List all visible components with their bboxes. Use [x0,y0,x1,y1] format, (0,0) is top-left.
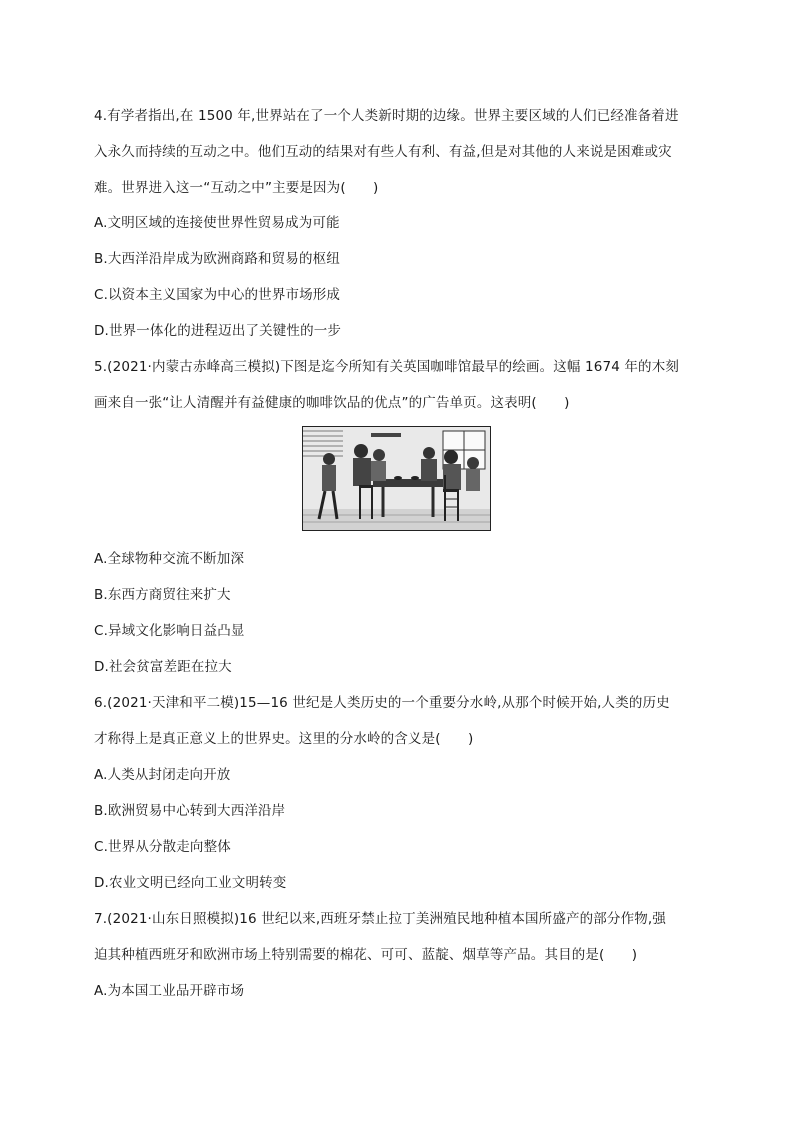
question-6-stem-line-2: 才称得上是真正意义上的世界史。这里的分水岭的含义是( ) [94,731,474,747]
coffeehouse-woodcut-image [302,426,491,531]
question-4-option-b: B.大西洋沿岸成为欧洲商路和贸易的枢纽 [94,251,340,267]
question-5-option-d: D.社会贫富差距在拉大 [94,659,232,675]
question-4-stem-line-3: 难。世界进入这一“互动之中”主要是因为( ) [94,180,379,196]
question-6-option-a: A.人类从封闭走向开放 [94,767,231,783]
question-4-stem-line-2: 入永久而持续的互动之中。他们互动的结果对有些人有利、有益,但是对其他的人来说是困难或灾 [94,144,672,160]
question-7-option-a: A.为本国工业品开辟市场 [94,983,245,999]
question-4-option-c: C.以资本主义国家为中心的世界市场形成 [94,287,341,303]
question-5-option-a: A.全球物种交流不断加深 [94,551,245,567]
question-6-stem-line-1: 6.(2021·天津和平二模)15—16 世纪是人类历史的一个重要分水岭,从那个时候开始,人类的历史 [94,695,670,711]
question-4-stem-line-1: 4.有学者指出,在 1500 年,世界站在了一个人类新时期的边缘。世界主要区域的人们已经准备着进 [94,108,679,124]
question-5-stem-line-1: 5.(2021·内蒙古赤峰高三模拟)下图是迄今所知有关英国咖啡馆最早的绘画。这幅 1674 年的木刻 [94,359,679,375]
question-7-stem-line-1: 7.(2021·山东日照模拟)16 世纪以来,西班牙禁止拉丁美洲殖民地种植本国所盛产的部分作物,强 [94,911,666,927]
question-4-option-d: D.世界一体化的进程迈出了关键性的一步 [94,323,342,339]
question-5-option-b: B.东西方商贸往来扩大 [94,587,231,603]
question-6-option-d: D.农业文明已经向工业文明转变 [94,875,287,891]
question-7-stem-line-2: 迫其种植西班牙和欧洲市场上特别需要的棉花、可可、蓝靛、烟草等产品。其目的是( ) [94,947,638,963]
question-5-option-c: C.异域文化影响日益凸显 [94,623,245,639]
question-6-option-b: B.欧洲贸易中心转到大西洋沿岸 [94,803,286,819]
question-6-option-c: C.世界从分散走向整体 [94,839,231,855]
question-4-option-a: A.文明区域的连接使世界性贸易成为可能 [94,215,340,231]
question-5-stem-line-2: 画来自一张“让人清醒并有益健康的咖啡饮品的优点”的广告单页。这表明( ) [94,395,570,411]
